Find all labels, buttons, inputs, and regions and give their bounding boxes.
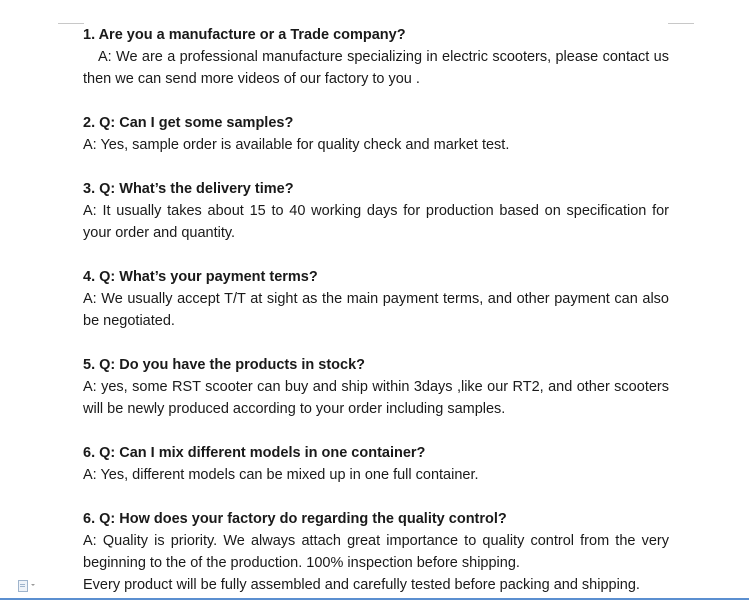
faq-answer-extra: Every product will be fully assembled and carefully tested before packing and shipping. [83, 577, 640, 593]
faq-item-5 [83, 354, 669, 420]
faq-list [83, 24, 669, 601]
faq-item-2 [83, 112, 669, 156]
faq-question: 6. Q: Can I mix different models in one container? [83, 445, 426, 461]
faq-item-1 [83, 24, 669, 90]
faq-question: 2. Q: Can I get some samples? [83, 115, 294, 131]
faq-item-4 [83, 266, 669, 332]
faq-answer: A: yes, some RST scooter can buy and ship within 3days ,like our RT2, and other scooters will be newly produced according to your order including samples. [83, 379, 669, 417]
faq-question: 1. Are you a manufacture or a Trade company? [83, 27, 406, 43]
document-icon[interactable] [18, 580, 28, 592]
faq-question: 6. Q: How does your factory do regarding the quality control? [83, 511, 507, 527]
faq-answer: A: We are a professional manufacture specializing in electric scooters, please contact us then we can send more videos of our factory to you . [83, 49, 669, 87]
faq-item-3 [83, 178, 669, 244]
faq-question: 5. Q: Do you have the products in stock? [83, 357, 365, 373]
page-corner-mark-right [668, 23, 694, 24]
faq-item-6 [83, 442, 669, 486]
faq-question: 3. Q: What’s the delivery time? [83, 181, 294, 197]
faq-answer: A: We usually accept T/T at sight as the main payment terms, and other payment can also be negotiated. [83, 291, 669, 329]
faq-question: 4. Q: What’s your payment terms? [83, 269, 318, 285]
faq-answer: A: It usually takes about 15 to 40 working days for production based on specification for your order and quantity. [83, 203, 669, 241]
bottom-divider [0, 598, 749, 600]
faq-answer: A: Yes, different models can be mixed up in one full container. [83, 467, 479, 483]
faq-answer: A: Yes, sample order is available for quality check and market test. [83, 137, 510, 153]
faq-item-7 [83, 508, 669, 596]
page-corner-mark-left [58, 23, 84, 24]
chevron-down-icon[interactable] [31, 584, 35, 586]
faq-answer: A: Quality is priority. We always attach great importance to quality control from the very beginning to the of the production. 100% inspection before shipping. [83, 533, 669, 571]
